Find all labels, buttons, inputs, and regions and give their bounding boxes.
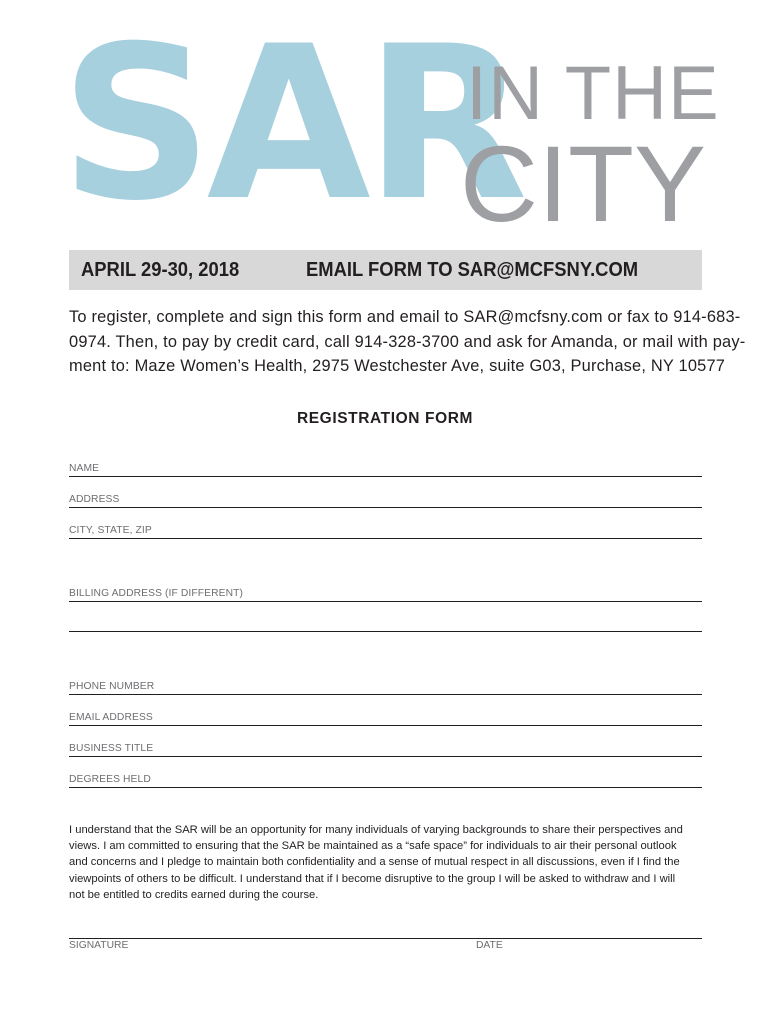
- event-date: APRIL 29-30, 2018: [81, 259, 240, 281]
- statement-line: viewpoints of others to be difficult. I understand that if I become disruptive to the group I will be asked to withdraw and I will: [69, 872, 676, 885]
- email-address-field[interactable]: [69, 707, 702, 726]
- degrees-held-label: DEGREES HELD: [69, 774, 151, 785]
- form-title: REGISTRATION FORM: [296, 410, 474, 427]
- address-field[interactable]: [69, 489, 702, 508]
- sar-in-the-city-logo: [0, 0, 770, 247]
- conduct-statement: [69, 822, 709, 903]
- business-title-label: BUSINESS TITLE: [69, 743, 154, 754]
- address-label: ADDRESS: [69, 494, 120, 505]
- name-label: NAME: [69, 463, 100, 474]
- degrees-held-field[interactable]: [69, 769, 702, 788]
- event-banner: [69, 250, 702, 290]
- billing-address-field[interactable]: [69, 583, 702, 602]
- instructions-line: To register, complete and sign this form and email to SAR@mcfsny.com or fax to 914-683-: [69, 308, 741, 326]
- email-address-label: EMAIL ADDRESS: [69, 712, 153, 723]
- statement-line: views. I am committed to ensuring that the SAR be maintained as a “safe space” for individuals to air their personal outlook: [69, 840, 677, 853]
- logo-in-the-text: IN THE: [466, 51, 720, 136]
- signature-label: SIGNATURE: [69, 940, 129, 951]
- signature-line[interactable]: [69, 938, 702, 939]
- phone-number-label: PHONE NUMBER: [69, 681, 155, 692]
- instructions-line: ment to: Maze Women’s Health, 2975 Westchester Ave, suite G03, Purchase, NY 10577: [69, 357, 726, 375]
- phone-number-field[interactable]: [69, 676, 702, 695]
- registration-instructions: [69, 305, 746, 379]
- billing-address-label: BILLING ADDRESS (IF DIFFERENT): [69, 588, 244, 599]
- name-field[interactable]: [69, 458, 702, 477]
- logo-sar-text: SAR: [60, 0, 523, 247]
- statement-line: not be entitled to credits earned during the course.: [69, 888, 319, 901]
- date-label: DATE: [476, 940, 503, 951]
- city-state-zip-field[interactable]: [69, 520, 702, 539]
- city-state-zip-label: CITY, STATE, ZIP: [69, 525, 152, 536]
- statement-line: and concerns and I pledge to maintain both confidentiality and a sense of mutual respect in all discussions, even if I find the: [69, 856, 680, 869]
- instructions-line: 0974. Then, to pay by credit card, call 914-328-3700 and ask for Amanda, or mail with pay-: [69, 332, 746, 351]
- statement-line: I understand that the SAR will be an opportunity for many individuals of varying backgrounds to share their perspectives and: [69, 824, 683, 836]
- email-instruction: EMAIL FORM TO SAR@MCFSNY.COM: [306, 259, 639, 281]
- business-title-field[interactable]: [69, 738, 702, 757]
- billing-address-second-line-field[interactable]: [69, 613, 702, 632]
- logo-city-text: CITY: [460, 123, 707, 244]
